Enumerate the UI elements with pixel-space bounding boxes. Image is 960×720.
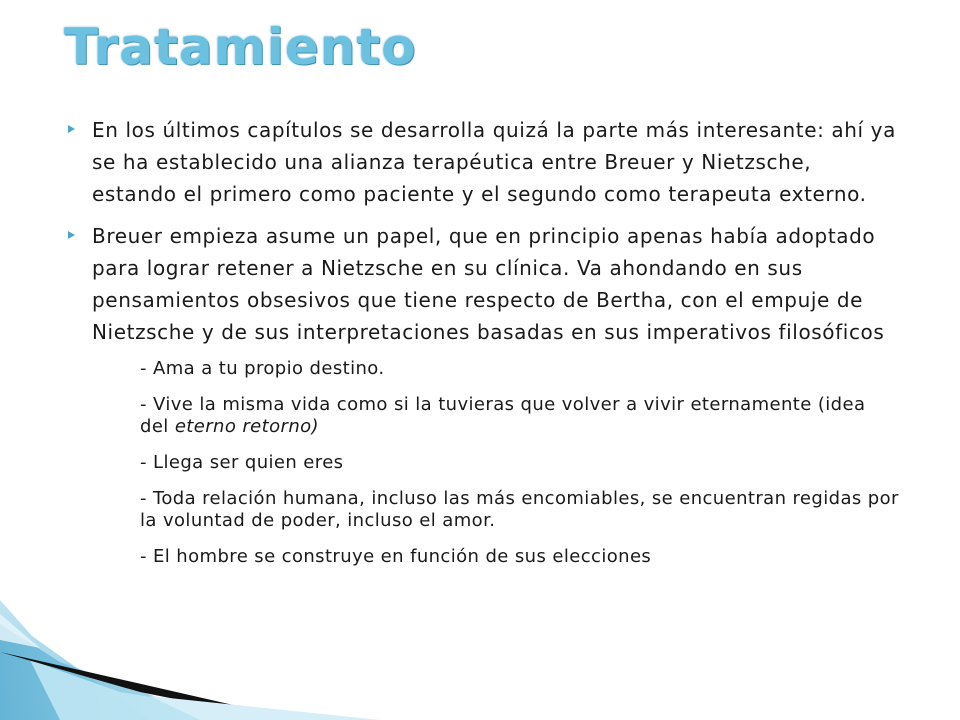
sub-item-emphasis: eterno retorno) <box>174 416 319 437</box>
sub-item <box>140 394 900 438</box>
slide-content <box>68 114 898 582</box>
sub-item: - Llega ser quien eres <box>140 452 344 473</box>
bullet-text: Breuer empieza asume un papel, que en principio apenas había adoptado para lograr retener a Nietzsche en su clínica. Va ahondando en sus pensamientos obsesivos que tiene respecto de Bertha, con el empuje de Nietzsche y de sus interpretaciones basadas en sus imperativos filosóficos <box>92 224 885 344</box>
bullet-item <box>68 114 898 210</box>
sub-item: - Toda relación humana, incluso las más encomiables, se encuentran regidas por la voluntad de poder, incluso el amor. <box>140 488 899 531</box>
corner-decoration <box>0 600 420 720</box>
sub-item: - El hombre se construye en función de sus elecciones <box>140 546 652 567</box>
sub-list <box>140 358 900 568</box>
bullet-item <box>68 220 898 348</box>
slide-title: Tratamiento <box>64 18 417 76</box>
sub-item-text: - Vive la misma vida como si la tuvieras que volver a vivir eternamente (idea del <box>140 394 866 437</box>
triangle-right-icon <box>68 125 75 133</box>
bullet-text: En los últimos capítulos se desarrolla quizá la parte más interesante: ahí ya se ha establecido una alianza terapéutica entre Breuer y Nietzsche, estando el primero como paciente y el segundo como terapeuta externo. <box>92 118 896 206</box>
sub-item: - Ama a tu propio destino. <box>140 358 385 379</box>
triangle-right-icon <box>68 231 75 239</box>
